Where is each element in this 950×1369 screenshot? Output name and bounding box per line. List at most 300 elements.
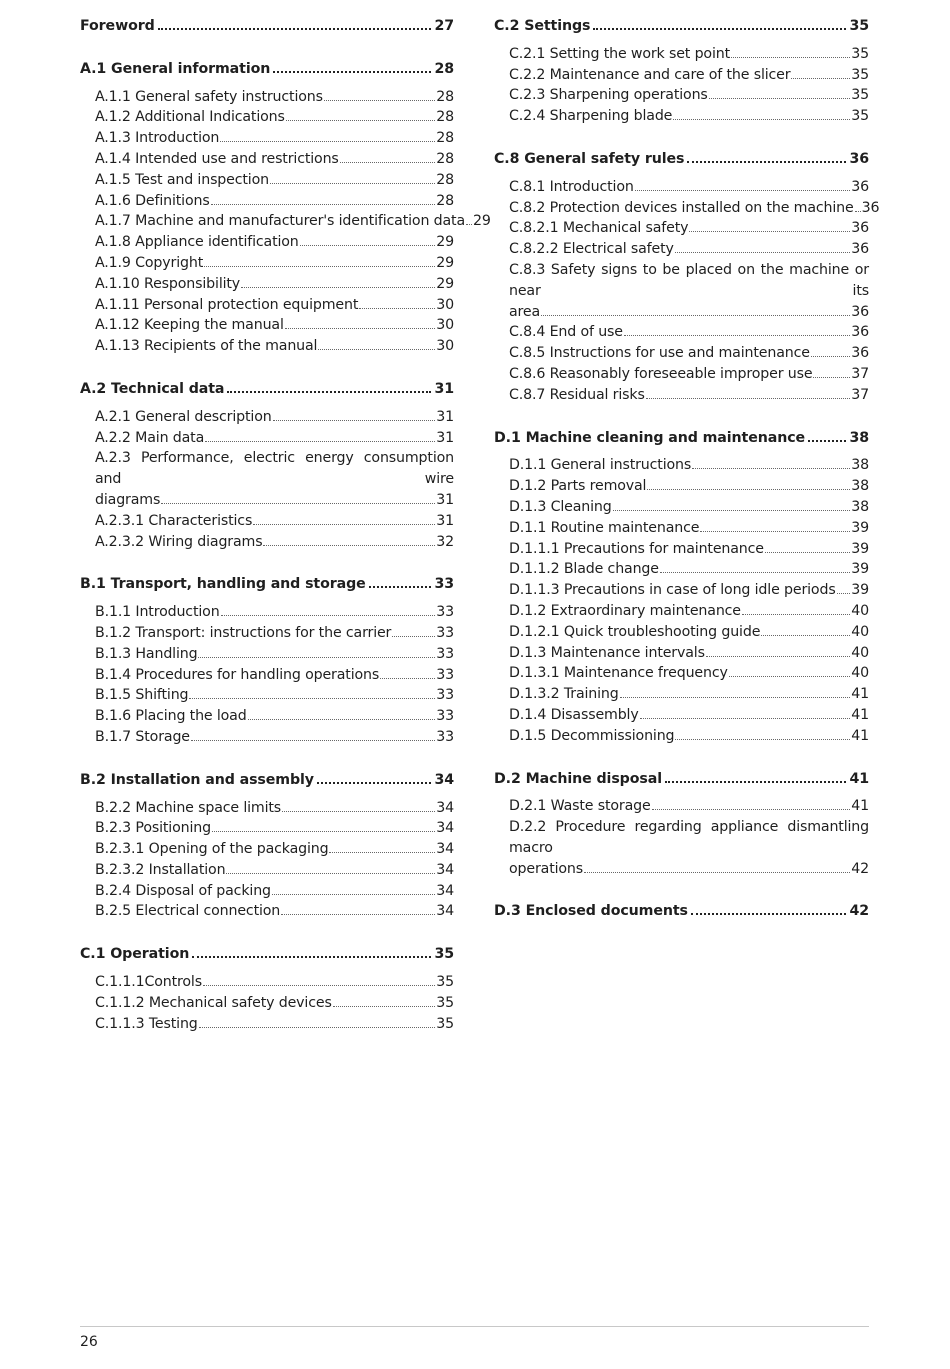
- toc-column-right: [494, 16, 880, 944]
- toc-entry[interactable]: [509, 601, 869, 622]
- entry-title-continued: area: [509, 303, 541, 320]
- toc-entry[interactable]: [509, 559, 869, 580]
- entry-page-number: 33: [436, 708, 454, 725]
- entry-page-number: 34: [436, 820, 454, 837]
- toc-entry[interactable]: [509, 177, 869, 198]
- toc-entry[interactable]: [509, 343, 869, 364]
- section-heading[interactable]: [494, 16, 869, 37]
- entry-title: B.1.2 Transport: instructions for the carrier: [95, 624, 392, 641]
- dot-leader: [731, 57, 850, 58]
- dot-leader: [221, 615, 436, 616]
- entry-continuation: [509, 302, 869, 323]
- toc-entry[interactable]: [509, 539, 869, 560]
- entry-title: C.8.7 Residual risks: [509, 386, 645, 403]
- dot-leader: [729, 676, 851, 677]
- dot-leader: [282, 811, 435, 812]
- dot-leader: [691, 913, 847, 915]
- section-title: A.1 General information: [80, 60, 271, 77]
- dot-leader: [263, 545, 435, 546]
- toc-entry[interactable]: [95, 839, 454, 860]
- dot-leader: [273, 420, 436, 421]
- entry-list: [80, 87, 491, 357]
- section-heading[interactable]: [80, 770, 454, 791]
- entry-title: C.2.3 Sharpening operations: [509, 87, 708, 104]
- entry-page-number: 31: [436, 408, 454, 425]
- entry-title: B.2.5 Electrical connection: [95, 903, 281, 920]
- toc-entry[interactable]: [95, 428, 454, 449]
- entry-page-number: 34: [436, 799, 454, 816]
- section-page-number: 31: [434, 380, 454, 397]
- section-page-number: 33: [434, 576, 454, 593]
- section-page-number: 28: [434, 60, 454, 77]
- toc-entry[interactable]: [509, 322, 869, 343]
- entry-title: B.2.3.2 Installation: [95, 861, 226, 878]
- dot-leader: [706, 656, 850, 657]
- toc-entry[interactable]: [95, 336, 454, 357]
- entry-page-number: 35: [851, 87, 869, 104]
- toc-entry[interactable]: [509, 622, 869, 643]
- entry-title: D.1.1.2 Blade change: [509, 561, 659, 578]
- entry-title: D.1.1 General instructions: [509, 457, 692, 474]
- entry-page-number: 41: [851, 706, 869, 723]
- dot-leader: [220, 141, 435, 142]
- entry-list: [494, 455, 869, 746]
- section-title: C.8 General safety rules: [494, 150, 685, 167]
- toc-entry[interactable]: [95, 644, 454, 665]
- entry-title: A.1.10 Responsibility: [95, 275, 241, 292]
- dot-leader: [241, 287, 435, 288]
- entry-page-number: 35: [851, 108, 869, 125]
- dot-leader: [837, 593, 851, 594]
- entry-continuation: [509, 859, 869, 880]
- toc-entry[interactable]: [95, 191, 454, 212]
- entry-title: D.1.2.1 Quick troubleshooting guide: [509, 623, 761, 640]
- entry-page-number: 33: [436, 728, 454, 745]
- dot-leader: [675, 252, 850, 253]
- entry-title: A.2.1 General description: [95, 408, 272, 425]
- dot-leader: [646, 398, 851, 399]
- dot-leader: [333, 1006, 436, 1007]
- toc-entry[interactable]: [509, 643, 869, 664]
- toc-entry[interactable]: [509, 218, 869, 239]
- entry-title: B.1.1 Introduction: [95, 604, 220, 621]
- section-page-number: 35: [434, 946, 454, 963]
- entry-page-number: 36: [851, 178, 869, 195]
- dot-leader: [158, 28, 432, 30]
- entry-title: B.1.7 Storage: [95, 728, 190, 745]
- dot-leader: [324, 100, 435, 101]
- entry-page-number: 28: [436, 130, 454, 147]
- entry-title: C.2.2 Maintenance and care of the slicer: [509, 66, 791, 83]
- dot-leader: [700, 531, 850, 532]
- entry-title: A.2.3.2 Wiring diagrams: [95, 533, 263, 550]
- toc-entry[interactable]: [95, 295, 454, 316]
- entry-list: [494, 796, 869, 879]
- toc-entry[interactable]: [95, 685, 454, 706]
- entry-page-number: 38: [851, 498, 869, 515]
- entry-page-number: 34: [436, 903, 454, 920]
- entry-page-number: 41: [851, 686, 869, 703]
- entry-page-number: 34: [436, 861, 454, 878]
- section-heading[interactable]: [80, 379, 454, 400]
- toc-entry[interactable]: [95, 881, 454, 902]
- dot-leader: [285, 328, 435, 329]
- toc-entry[interactable]: [509, 817, 869, 879]
- entry-page-number: 36: [851, 241, 869, 258]
- toc-entry[interactable]: [95, 665, 454, 686]
- entry-title: B.2.3 Positioning: [95, 820, 211, 837]
- entry-title: C.8.2 Protection devices installed on the machine: [509, 199, 854, 216]
- dot-leader: [359, 308, 435, 309]
- dot-leader: [380, 678, 435, 679]
- dot-leader: [198, 657, 435, 658]
- section-title: C.1 Operation: [80, 946, 190, 963]
- toc-entry[interactable]: [509, 260, 869, 322]
- entry-page-number: 36: [851, 324, 869, 341]
- entry-title: A.1.11 Personal protection equipment: [95, 296, 359, 313]
- dot-leader: [286, 120, 435, 121]
- entry-title: C.8.2.2 Electrical safety: [509, 241, 674, 258]
- section-heading[interactable]: [494, 901, 869, 922]
- dot-leader: [855, 211, 861, 212]
- dot-leader: [273, 71, 431, 73]
- toc-entry[interactable]: [95, 901, 454, 922]
- entry-page-number: 41: [851, 798, 869, 815]
- section-title: D.3 Enclosed documents: [494, 903, 688, 920]
- toc-entry[interactable]: [509, 796, 869, 817]
- toc-entry[interactable]: [509, 364, 869, 385]
- toc-entry[interactable]: [509, 705, 869, 726]
- section-title: B.2 Installation and assembly: [80, 771, 314, 788]
- entry-page-number: 35: [851, 66, 869, 83]
- dot-leader: [640, 718, 851, 719]
- toc-entry[interactable]: [509, 497, 869, 518]
- entry-title: D.1.3 Maintenance intervals: [509, 644, 705, 661]
- dot-leader: [227, 391, 431, 393]
- section-title: A.2 Technical data: [80, 380, 225, 397]
- entry-page-number: 28: [436, 171, 454, 188]
- section-title: Foreword: [80, 18, 155, 34]
- dot-leader: [660, 572, 850, 573]
- entry-list: [80, 602, 454, 748]
- dot-leader: [635, 190, 851, 191]
- entry-title: C.1.1.2 Mechanical safety devices: [95, 994, 332, 1011]
- toc-entry[interactable]: [95, 87, 454, 108]
- toc-entry[interactable]: [95, 860, 454, 881]
- dot-leader: [205, 441, 435, 442]
- toc-entry[interactable]: [95, 602, 454, 623]
- dot-leader: [593, 28, 846, 30]
- toc-entry[interactable]: [95, 623, 454, 644]
- toc-section: [494, 901, 869, 922]
- entry-page-number: 40: [851, 665, 869, 682]
- dot-leader: [392, 636, 435, 637]
- entry-page-number: 40: [851, 644, 869, 661]
- entry-title: A.1.8 Appliance identification: [95, 234, 299, 251]
- entry-title: D.1.1.3 Precautions in case of long idle periods: [509, 582, 836, 599]
- entry-page-number: 28: [436, 192, 454, 209]
- dot-leader: [808, 440, 846, 442]
- toc-entry[interactable]: [509, 239, 869, 260]
- toc-entry[interactable]: [509, 455, 869, 476]
- entry-title: A.1.7 Machine and manufacturer's identification data: [95, 213, 466, 230]
- section-page-number: 36: [849, 150, 869, 167]
- dot-leader: [192, 956, 431, 958]
- dot-leader: [272, 894, 435, 895]
- dot-leader: [652, 809, 851, 810]
- entry-title: D.2.1 Waste storage: [509, 798, 651, 815]
- entry-title-continued: diagrams: [95, 491, 161, 508]
- entry-title: C.8.5 Instructions for use and maintenance: [509, 345, 810, 362]
- entry-page-number: 33: [436, 687, 454, 704]
- entry-page-number: 39: [851, 519, 869, 536]
- entry-title: C.1.1.1Controls: [95, 974, 202, 991]
- entry-page-number: 38: [851, 478, 869, 495]
- dot-leader: [466, 224, 472, 225]
- toc-entry[interactable]: [95, 211, 491, 232]
- toc-entry[interactable]: [95, 818, 454, 839]
- dot-leader: [161, 503, 435, 504]
- toc-entry[interactable]: [509, 44, 869, 65]
- entry-title: C.8.6 Reasonably foreseeable improper use: [509, 365, 813, 382]
- entry-page-number: 33: [436, 624, 454, 641]
- toc-entry[interactable]: [509, 684, 869, 705]
- entry-title: B.2.3.1 Opening of the packaging: [95, 841, 329, 858]
- dot-leader: [281, 914, 435, 915]
- entry-title: A.1.2 Additional Indications: [95, 109, 285, 126]
- entry-list: [80, 798, 454, 923]
- entry-title: A.1.9 Copyright: [95, 254, 204, 271]
- toc-entry[interactable]: [509, 726, 869, 747]
- entry-title: A.1.1 General safety instructions: [95, 88, 323, 105]
- entry-title: C.8.1 Introduction: [509, 178, 634, 195]
- toc-entry[interactable]: [95, 107, 454, 128]
- dot-leader: [317, 782, 432, 784]
- dot-leader: [212, 831, 435, 832]
- entry-title: C.8.4 End of use: [509, 324, 623, 341]
- toc-entry[interactable]: [95, 407, 454, 428]
- entry-page-number: 28: [436, 150, 454, 167]
- entry-page-number: 29: [436, 234, 454, 251]
- entry-page-number: 35: [436, 994, 454, 1011]
- section-title: D.2 Machine disposal: [494, 770, 662, 787]
- entry-page-number: 33: [436, 645, 454, 662]
- section-title: C.2 Settings: [494, 18, 591, 34]
- entry-title: A.1.4 Intended use and restrictions: [95, 150, 339, 167]
- toc-entry[interactable]: [95, 1014, 454, 1035]
- entry-list: [80, 407, 454, 553]
- toc-entry[interactable]: [95, 232, 454, 253]
- entry-title: D.1.1 Routine maintenance: [509, 519, 700, 536]
- dot-leader: [742, 614, 850, 615]
- dot-leader: [204, 266, 435, 267]
- entry-title: C.2.1 Setting the work set point: [509, 45, 731, 62]
- entry-title: D.1.3.2 Training: [509, 686, 619, 703]
- dot-leader: [687, 161, 846, 163]
- dot-leader: [329, 852, 435, 853]
- entry-title: D.1.4 Disassembly: [509, 706, 639, 723]
- dot-leader: [689, 231, 850, 232]
- entry-page-number: 39: [851, 540, 869, 557]
- entry-page-number: 41: [851, 727, 869, 744]
- toc-column-left: [80, 16, 491, 1056]
- toc-entry[interactable]: [95, 706, 454, 727]
- entry-title: C.1.1.3 Testing: [95, 1015, 198, 1032]
- entry-title: A.2.2 Main data: [95, 429, 205, 446]
- dot-leader: [541, 315, 850, 316]
- section-heading[interactable]: [494, 769, 869, 790]
- entry-title: A.2.3 Performance, electric energy consumption and wire: [95, 450, 454, 488]
- entry-page-number: 39: [851, 561, 869, 578]
- toc-entry[interactable]: [509, 198, 880, 219]
- entry-page-number: 40: [851, 623, 869, 640]
- entry-title: D.2.2 Procedure regarding appliance dismantling macro: [509, 819, 869, 856]
- section-heading[interactable]: [494, 149, 869, 170]
- toc-section: [80, 944, 454, 1034]
- section-page-number: 35: [849, 18, 869, 34]
- dot-leader: [248, 719, 436, 720]
- toc-entry[interactable]: [95, 128, 454, 149]
- entry-page-number: 30: [436, 317, 454, 334]
- dot-leader: [199, 1027, 436, 1028]
- entry-page-number: 35: [436, 1015, 454, 1032]
- entry-page-number: 36: [851, 220, 869, 237]
- section-page-number: 34: [434, 771, 454, 788]
- entry-page-number: 38: [851, 457, 869, 474]
- toc-entry[interactable]: [509, 663, 869, 684]
- dot-leader: [647, 489, 850, 490]
- entry-page-number: 40: [851, 602, 869, 619]
- entry-page-number: 42: [851, 860, 869, 877]
- toc-entry[interactable]: [509, 65, 869, 86]
- section-page-number: 42: [849, 903, 869, 920]
- footer-divider: [80, 1326, 869, 1327]
- entry-title: A.1.12 Keeping the manual: [95, 317, 284, 334]
- entry-title: B.1.3 Handling: [95, 645, 198, 662]
- entry-page-number: 31: [436, 491, 454, 508]
- entry-page-number: 36: [851, 303, 869, 320]
- entry-page-number: 30: [436, 338, 454, 355]
- toc-section: [80, 379, 454, 552]
- toc-entry[interactable]: [95, 798, 454, 819]
- toc-section: [494, 428, 869, 747]
- entry-page-number: 36: [851, 345, 869, 362]
- toc-entry[interactable]: [95, 170, 454, 191]
- entry-title: C.2.4 Sharpening blade: [509, 108, 673, 125]
- dot-leader: [673, 119, 850, 120]
- dot-leader: [692, 468, 850, 469]
- entry-title: A.1.13 Recipients of the manual: [95, 338, 318, 355]
- dot-leader: [709, 98, 851, 99]
- section-heading[interactable]: [80, 16, 454, 37]
- dot-leader: [191, 740, 435, 741]
- toc-entry[interactable]: [95, 727, 454, 748]
- entry-page-number: 37: [851, 365, 869, 382]
- entry-title: A.2.3.1 Characteristics: [95, 512, 253, 529]
- toc-entry[interactable]: [95, 253, 454, 274]
- dot-leader: [318, 349, 435, 350]
- section-heading[interactable]: [80, 59, 454, 80]
- entry-page-number: 34: [436, 882, 454, 899]
- toc-entry[interactable]: [509, 85, 869, 106]
- toc-section: [80, 574, 454, 747]
- entry-title: D.1.2 Extraordinary maintenance: [509, 602, 741, 619]
- dot-leader: [761, 635, 850, 636]
- section-page-number: 38: [849, 429, 869, 446]
- entry-title: B.1.4 Procedures for handling operations: [95, 666, 380, 683]
- toc-entry[interactable]: [509, 106, 869, 127]
- entry-page-number: 37: [851, 386, 869, 403]
- toc-entry[interactable]: [95, 532, 454, 553]
- dot-leader: [340, 162, 436, 163]
- entry-page-number: 31: [436, 429, 454, 446]
- section-heading[interactable]: [80, 944, 454, 965]
- toc-entry[interactable]: [95, 149, 454, 170]
- toc-entry[interactable]: [95, 972, 454, 993]
- dot-leader: [624, 335, 850, 336]
- entry-title-continued: operations: [509, 860, 584, 877]
- entry-title: D.1.2 Parts removal: [509, 478, 647, 495]
- toc-entry[interactable]: [95, 315, 454, 336]
- dot-leader: [811, 356, 850, 357]
- toc-entry[interactable]: [95, 448, 454, 510]
- dot-leader: [203, 985, 435, 986]
- toc-section: [80, 59, 491, 357]
- page-number: 26: [80, 1334, 98, 1350]
- section-page-number: 41: [849, 770, 869, 787]
- entry-page-number: 39: [851, 582, 869, 599]
- entry-title: A.1.3 Introduction: [95, 130, 220, 147]
- entry-title: D.1.5 Decommissioning: [509, 727, 675, 744]
- entry-title: B.1.5 Shifting: [95, 687, 189, 704]
- entry-page-number: 36: [861, 199, 880, 216]
- entry-title: B.2.4 Disposal of packing: [95, 882, 271, 899]
- toc-entry[interactable]: [95, 993, 454, 1014]
- entry-title: B.2.2 Machine space limits: [95, 799, 282, 816]
- entry-list: [494, 177, 880, 406]
- dot-leader: [813, 377, 850, 378]
- dot-leader: [613, 510, 851, 511]
- toc-entry[interactable]: [95, 274, 454, 295]
- toc-entry[interactable]: [509, 476, 869, 497]
- toc-section: [494, 769, 869, 880]
- dot-leader: [620, 697, 851, 698]
- section-heading[interactable]: [80, 574, 454, 595]
- toc-section: [494, 16, 869, 127]
- entry-page-number: 34: [436, 841, 454, 858]
- dot-leader: [300, 245, 436, 246]
- dot-leader: [253, 524, 435, 525]
- dot-leader: [369, 586, 432, 588]
- toc-entry[interactable]: [95, 511, 454, 532]
- entry-title: A.1.6 Definitions: [95, 192, 210, 209]
- dot-leader: [665, 781, 847, 783]
- toc-entry[interactable]: [509, 580, 869, 601]
- section-heading[interactable]: [494, 428, 869, 449]
- dot-leader: [675, 739, 850, 740]
- section-title: D.1 Machine cleaning and maintenance: [494, 429, 806, 446]
- entry-title: B.1.6 Placing the load: [95, 708, 247, 725]
- section-title: B.1 Transport, handling and storage: [80, 576, 366, 593]
- toc-entry[interactable]: [509, 518, 869, 539]
- entry-page-number: 33: [436, 666, 454, 683]
- entry-list: [494, 44, 869, 127]
- toc-entry[interactable]: [509, 385, 869, 406]
- toc-section: [494, 149, 880, 406]
- dot-leader: [584, 872, 850, 873]
- dot-leader: [211, 204, 436, 205]
- entry-page-number: 29: [473, 213, 491, 230]
